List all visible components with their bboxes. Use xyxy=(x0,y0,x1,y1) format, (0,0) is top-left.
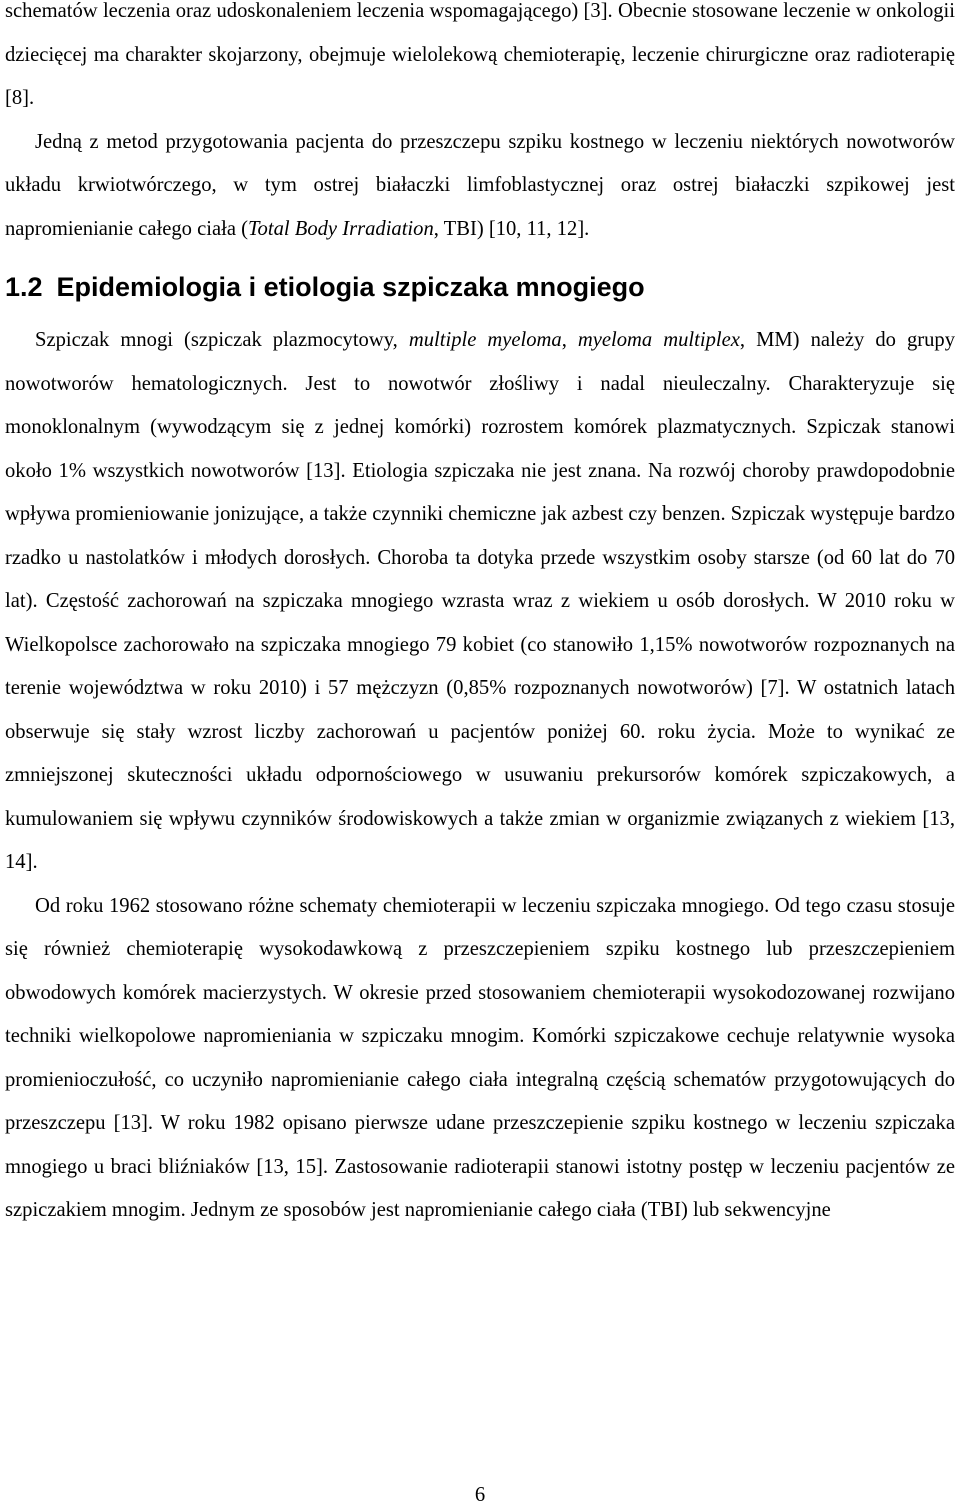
section-heading xyxy=(5,267,955,307)
section-number: 1.2 xyxy=(5,272,43,302)
paragraph-myeloma-epidemiology xyxy=(5,319,955,885)
paragraph-text: Szpiczak mnogi (szpiczak plazmocytowy, xyxy=(35,329,409,351)
paragraph-tbi xyxy=(5,121,955,252)
paragraph-tbi-italic: Total Body Irradiation xyxy=(248,217,434,240)
section-title: Epidemiologia i etiologia szpiczaka mnogiego xyxy=(56,272,645,302)
paragraph-text: , MM) należy do grupy nowotworów hematologicznych. Jest to nowotwór złośliwy i nadal nieuleczalny. Charakteryzuje się monoklonalnym (wywodzącym się z jednej komórki) rozrostem komórek plazmatycznych. Szpiczak stanowi około 1% wszystkich nowotworów [13]. Etiologia szpiczaka nie jest znana. Na rozwój choroby prawdopodobnie wpływa promieniowanie jonizujące, a także czynniki chemiczne jak azbest czy benzen. Szpiczak występuje bardzo rzadko u nastolatków i młodych dorosłych. Choroba ta dotyka przede wszystkim osoby starsze (od 60 lat do 70 lat). Częstość zachorowań na szpiczaka mnogiego wzrasta wraz z wiekiem u osób dorosłych. W 2010 roku w Wielkopolsce zachorowało na szpiczaka mnogiego 79 kobiet (co stanowiło 1,15% nowotworów rozpoznanych na terenie województwa w roku 2010) i 57 mężczyzn (0,85% rozpoznanych nowotworów) [7]. W ostatnich latach obserwuje się stały wzrost liczby zachorowań u pacjentów poniżej 60. roku życia. Może to wynikać ze zmniejszonej skuteczności układu odpornościowego w usuwaniu prekursorów komórek szpiczakowych, a kumulowaniem się wpływu czynników środowiskowych a także zmian w organizmie związanych z wiekiem [13, 14]. xyxy=(5,329,955,873)
page-number: 6 xyxy=(474,1484,486,1506)
paragraph-tbi-text: Jedną z metod przygotowania pacjenta do przeszczepu szpiku kostnego w leczeniu niektórych nowotworów układu krwiotwórczego, w tym ostrej białaczki limfoblastycznej oraz ostrej białaczki szpikowej jest napromienianie całego ciała ( xyxy=(5,130,955,240)
paragraph-myeloma-treatment: Od roku 1962 stosowano różne schematy chemioterapii w leczeniu szpiczaka mnogiego. Od tego czasu stosuje się również chemioterapię wysokodawkową z przeszczepieniem szpiku kostnego lub przeszczepieniem obwodowych komórek macierzystych. W okresie przed stosowaniem chemioterapii wysokodozowanej rozwijano techniki wielkopolowe napromieniania w szpiczaku mnogim. Komórki szpiczakowe cechuje relatywnie wysoka promienioczułość, co uczyniło napromienianie całego ciała integralną częścią schematów przygotowujących do przeszczepu [13]. W roku 1982 opisano pierwsze udane przeszczepienie szpiku kostnego w leczeniu szpiczaka mnogiego u braci bliźniaków [13, 15]. Zastosowanie radioterapii stanowi istotny postęp w leczeniu pacjentów ze szpiczakiem mnogim. Jednym ze sposobów jest napromienianie całego ciała (TBI) lub sekwencyjne xyxy=(5,894,955,1221)
paragraph-tbi-tail: , TBI) [10, 11, 12]. xyxy=(433,217,590,240)
paragraph-text: , xyxy=(561,329,578,351)
paragraph-italic-term: myeloma multiplex xyxy=(577,329,740,351)
document-page xyxy=(5,0,955,1233)
paragraph-continued: schematów leczenia oraz udoskonaleniem leczenia wspomagającego) [3]. Obecnie stosowane leczenie w onkologii dziecięcej ma charakter skojarzony, obejmuje wielolekową chemioterapię, leczenie chirurgiczne oraz radioterapię [8]. xyxy=(5,0,955,109)
paragraph-italic-term: multiple myeloma xyxy=(408,329,562,351)
